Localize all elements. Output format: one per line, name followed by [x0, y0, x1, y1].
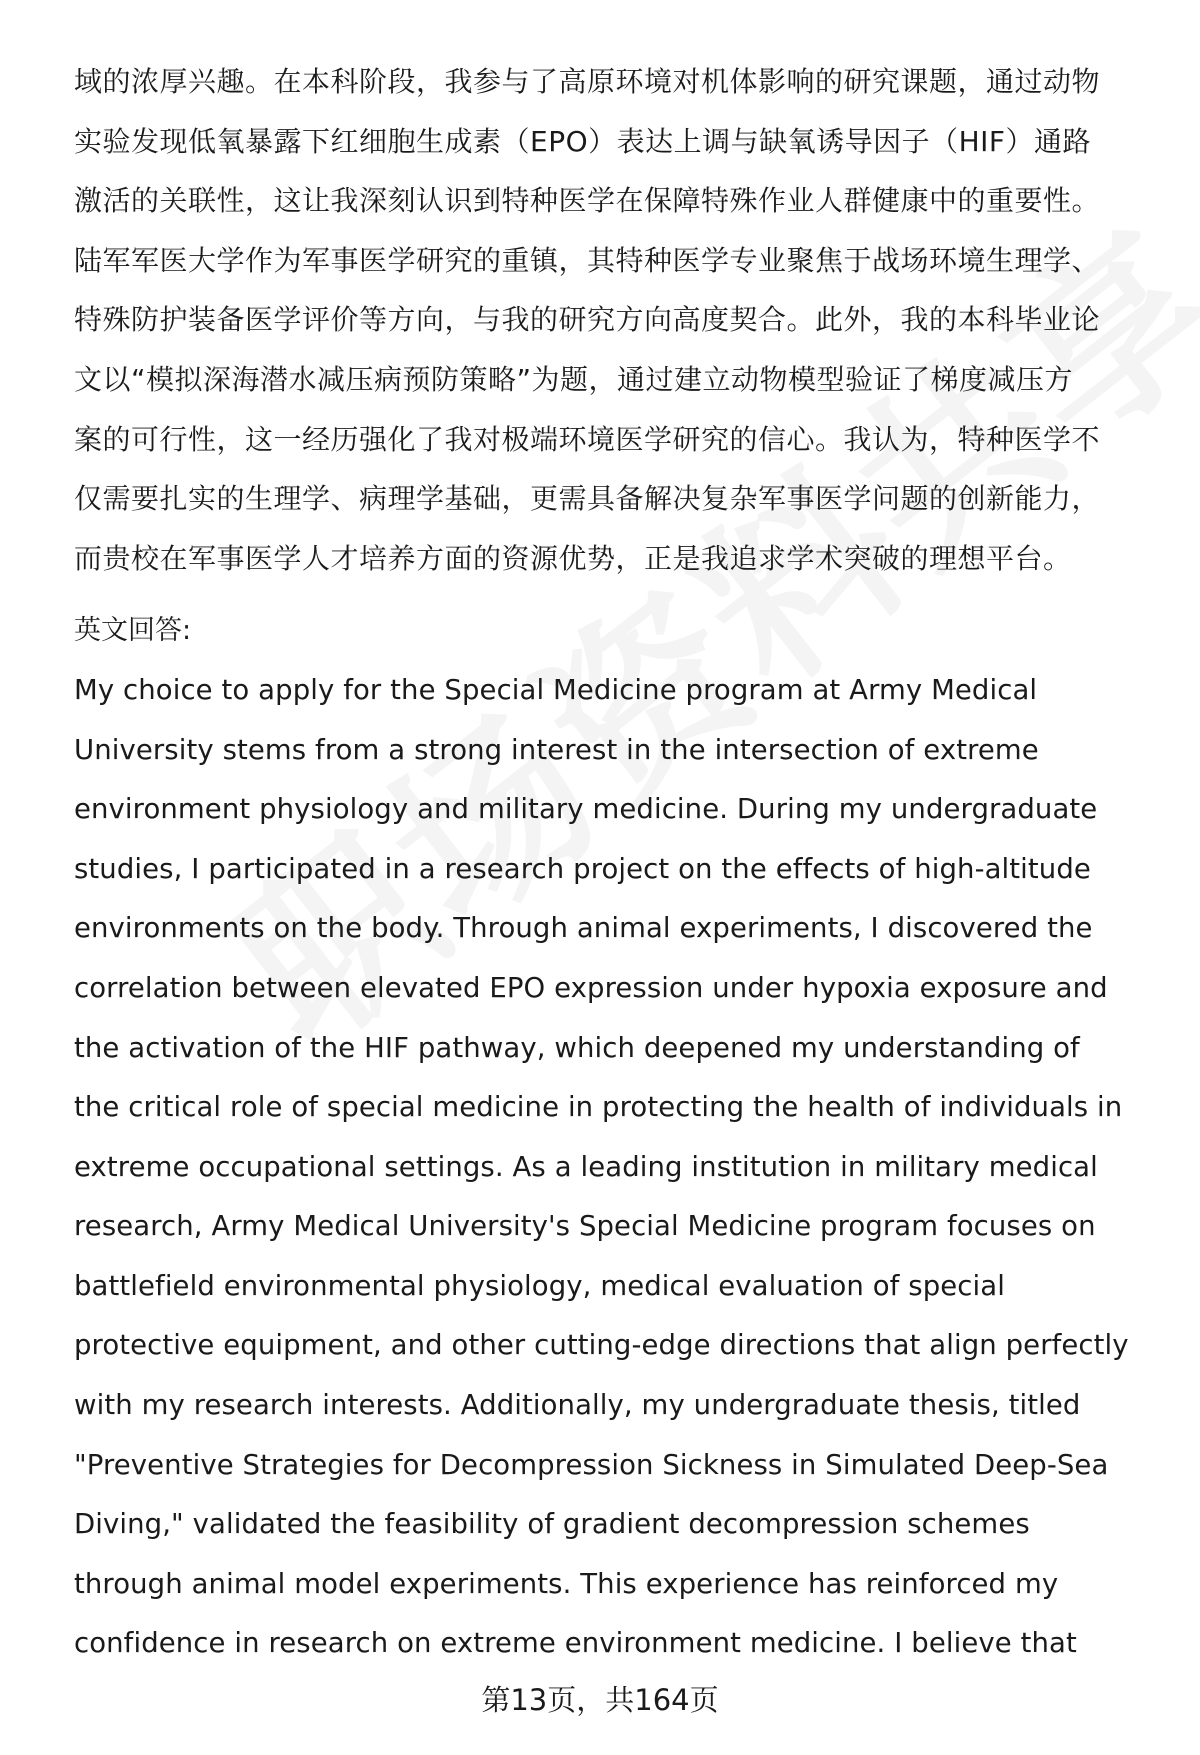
page-number-footer: 第13页，共164页 — [481, 1683, 719, 1717]
text-line: 案的可行性，这一经历强化了我对极端环境医学研究的信心。我认为，特种医学不 — [74, 422, 1101, 456]
text-line: research, Army Medical University's Special Medicine program focuses on — [74, 1210, 1096, 1243]
text-line: studies, I participated in a research project on the effects of high-altitude — [74, 852, 1091, 885]
text-line: University stems from a strong interest in the intersection of extreme — [74, 733, 1039, 766]
text-line: confidence in research on extreme environment medicine. I believe that — [74, 1627, 1077, 1660]
document-content — [74, 52, 1154, 1674]
text-line: 仅需要扎实的生理学、病理学基础，更需具备解决复杂军事医学问题的创新能力， — [74, 482, 1101, 516]
text-line: 域的浓厚兴趣。在本科阶段，我参与了高原环境对机体影响的研究课题，通过动物 — [74, 65, 1101, 98]
text-line: battlefield environmental physiology, medical evaluation of special — [74, 1269, 1005, 1302]
text-line: 文以“模拟深海潜水减压病预防策略”为题，通过建立动物模型验证了梯度减压方 — [74, 362, 1074, 396]
text-line: My choice to apply for the Special Medicine program at Army Medical — [74, 673, 1038, 706]
text-line: extreme occupational settings. As a leading institution in military medical — [74, 1150, 1098, 1183]
text-line: 而贵校在军事医学人才培养方面的资源优势，正是我追求学术突破的理想平台。 — [74, 541, 1072, 575]
text-line: 实验发现低氧暴露下红细胞生成素（EPO）表达上调与缺氧诱导因子（HIF）通路 — [74, 124, 1092, 158]
text-line: Diving," validated the feasibility of gradient decompression schemes — [74, 1508, 1030, 1541]
text-line: "Preventive Strategies for Decompression Sickness in Simulated Deep-Sea — [74, 1448, 1109, 1481]
text-line: the critical role of special medicine in protecting the health of individuals in — [74, 1091, 1123, 1124]
chinese-answer-paragraph — [74, 52, 1154, 588]
text-line: 激活的关联性，这让我深刻认识到特种医学在保障特殊作业人群健康中的重要性。 — [74, 184, 1101, 218]
text-line: correlation between elevated EPO expression under hypoxia exposure and — [74, 971, 1108, 1004]
text-line: environments on the body. Through animal experiments, I discovered the — [74, 912, 1093, 945]
text-line: with my research interests. Additionally, my undergraduate thesis, titled — [74, 1389, 1081, 1422]
text-line: environment physiology and military medicine. During my undergraduate — [74, 793, 1098, 826]
text-line: 特殊防护装备医学评价等方向，与我的研究方向高度契合。此外，我的本科毕业论 — [74, 303, 1101, 337]
english-answer-label: 英文回答: — [74, 615, 192, 647]
text-line: through animal model experiments. This experience has reinforced my — [74, 1567, 1059, 1600]
text-line: the activation of the HIF pathway, which deepened my understanding of — [74, 1031, 1080, 1064]
text-line: protective equipment, and other cutting-edge directions that align perfectly — [74, 1329, 1129, 1362]
english-answer-paragraph — [74, 661, 1154, 1674]
text-line: 陆军军医大学作为军事医学研究的重镇，其特种医学专业聚焦于战场环境生理学、 — [74, 243, 1101, 277]
